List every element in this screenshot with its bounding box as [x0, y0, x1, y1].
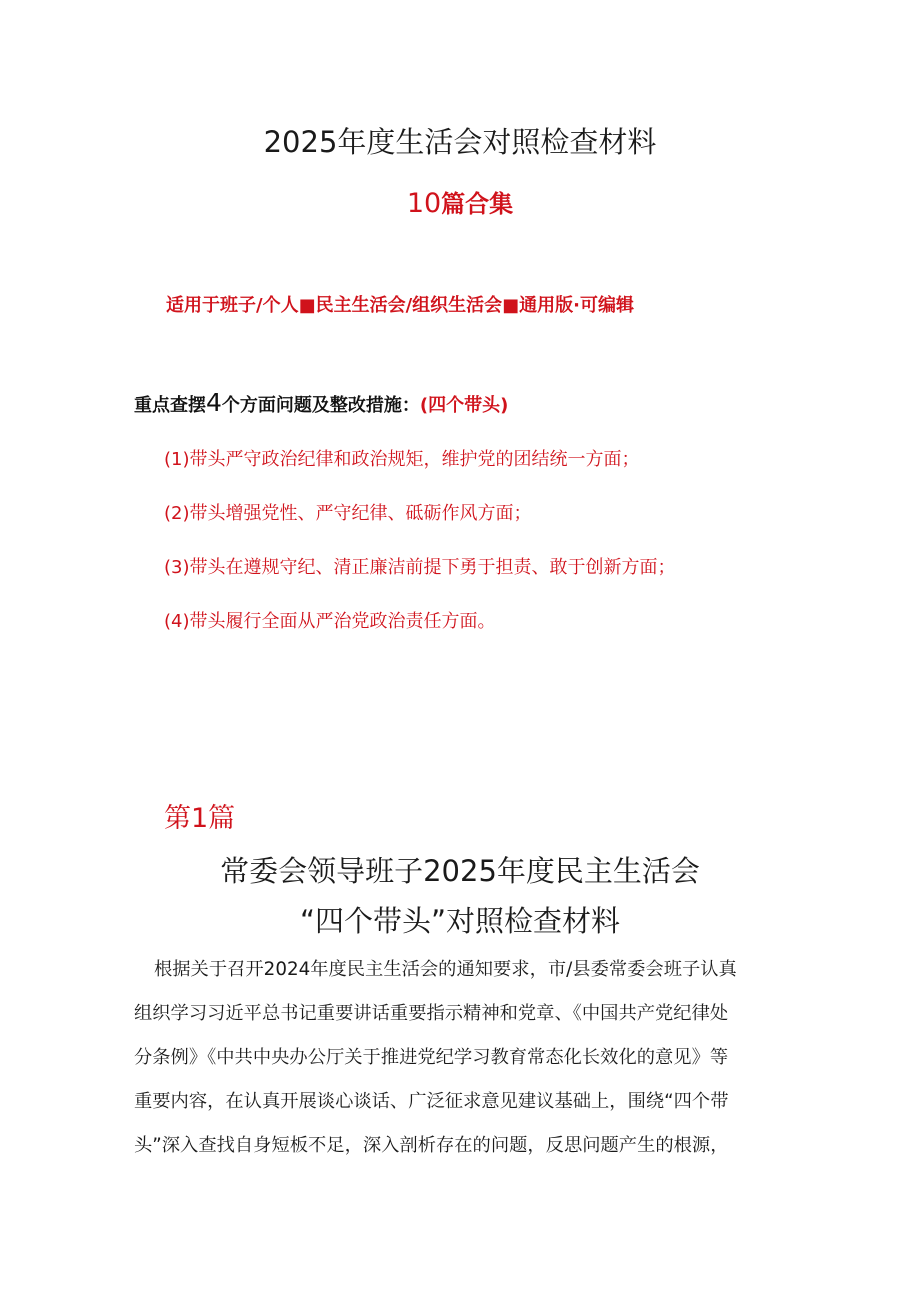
focus-item: (4)带头履行全面从严治党政治责任方面。 — [164, 611, 496, 632]
body-line: 根据关于召开2024年度民主生活会的通知要求，市/县委常委会班子认真 — [154, 959, 737, 980]
chapter-title-line: 常委会领导班子2025年度民主生活会 — [220, 854, 700, 888]
chapter-body — [134, 948, 796, 1168]
chapter-title-line: “四个带头”对照检查材料 — [299, 904, 621, 938]
focus-heading-prefix: 重点查摆 — [134, 395, 206, 416]
focus-item: (2)带头增强党性、严守纪律、砥砺作风方面； — [164, 503, 532, 524]
focus-heading-mid: 个方面问题及整改措施： — [221, 395, 420, 416]
document-title: 2025年度生活会对照检查材料 — [263, 125, 657, 159]
applicable-scope: 适用于班子/个人■民主生活会/组织生活会■通用版·可编辑 — [166, 295, 634, 316]
focus-list — [164, 444, 676, 660]
chapter-label: 第1篇 — [164, 803, 236, 834]
body-line: 分条例》《中共中央办公厅关于推进党纪学习教育常态化长效化的意见》等 — [134, 1047, 729, 1068]
chapter-title — [0, 846, 920, 946]
subtitle-count: 10 — [406, 188, 442, 219]
body-line: 组织学习习近平总书记重要讲话重要指示精神和党章、《中国共产党纪律处 — [134, 1003, 729, 1024]
focus-item: (3)带头在遵规守纪、清正廉洁前提下勇于担责、敢于创新方面； — [164, 557, 676, 578]
focus-heading — [134, 387, 508, 422]
focus-heading-tag: (四个带头) — [419, 395, 509, 416]
focus-item: (1)带头严守政治纪律和政治规矩，维护党的团结统一方面； — [164, 449, 640, 470]
body-line: 头”深入查找自身短板不足，深入剖析存在的问题，反思问题产生的根源， — [134, 1135, 729, 1156]
subtitle-text: 篇合集 — [441, 190, 514, 218]
focus-heading-count: 4 — [206, 388, 222, 417]
body-line: 重要内容，在认真开展谈心谈话、广泛征求意见建议基础上，围绕“四个带 — [134, 1091, 729, 1112]
document-subtitle — [0, 186, 920, 222]
